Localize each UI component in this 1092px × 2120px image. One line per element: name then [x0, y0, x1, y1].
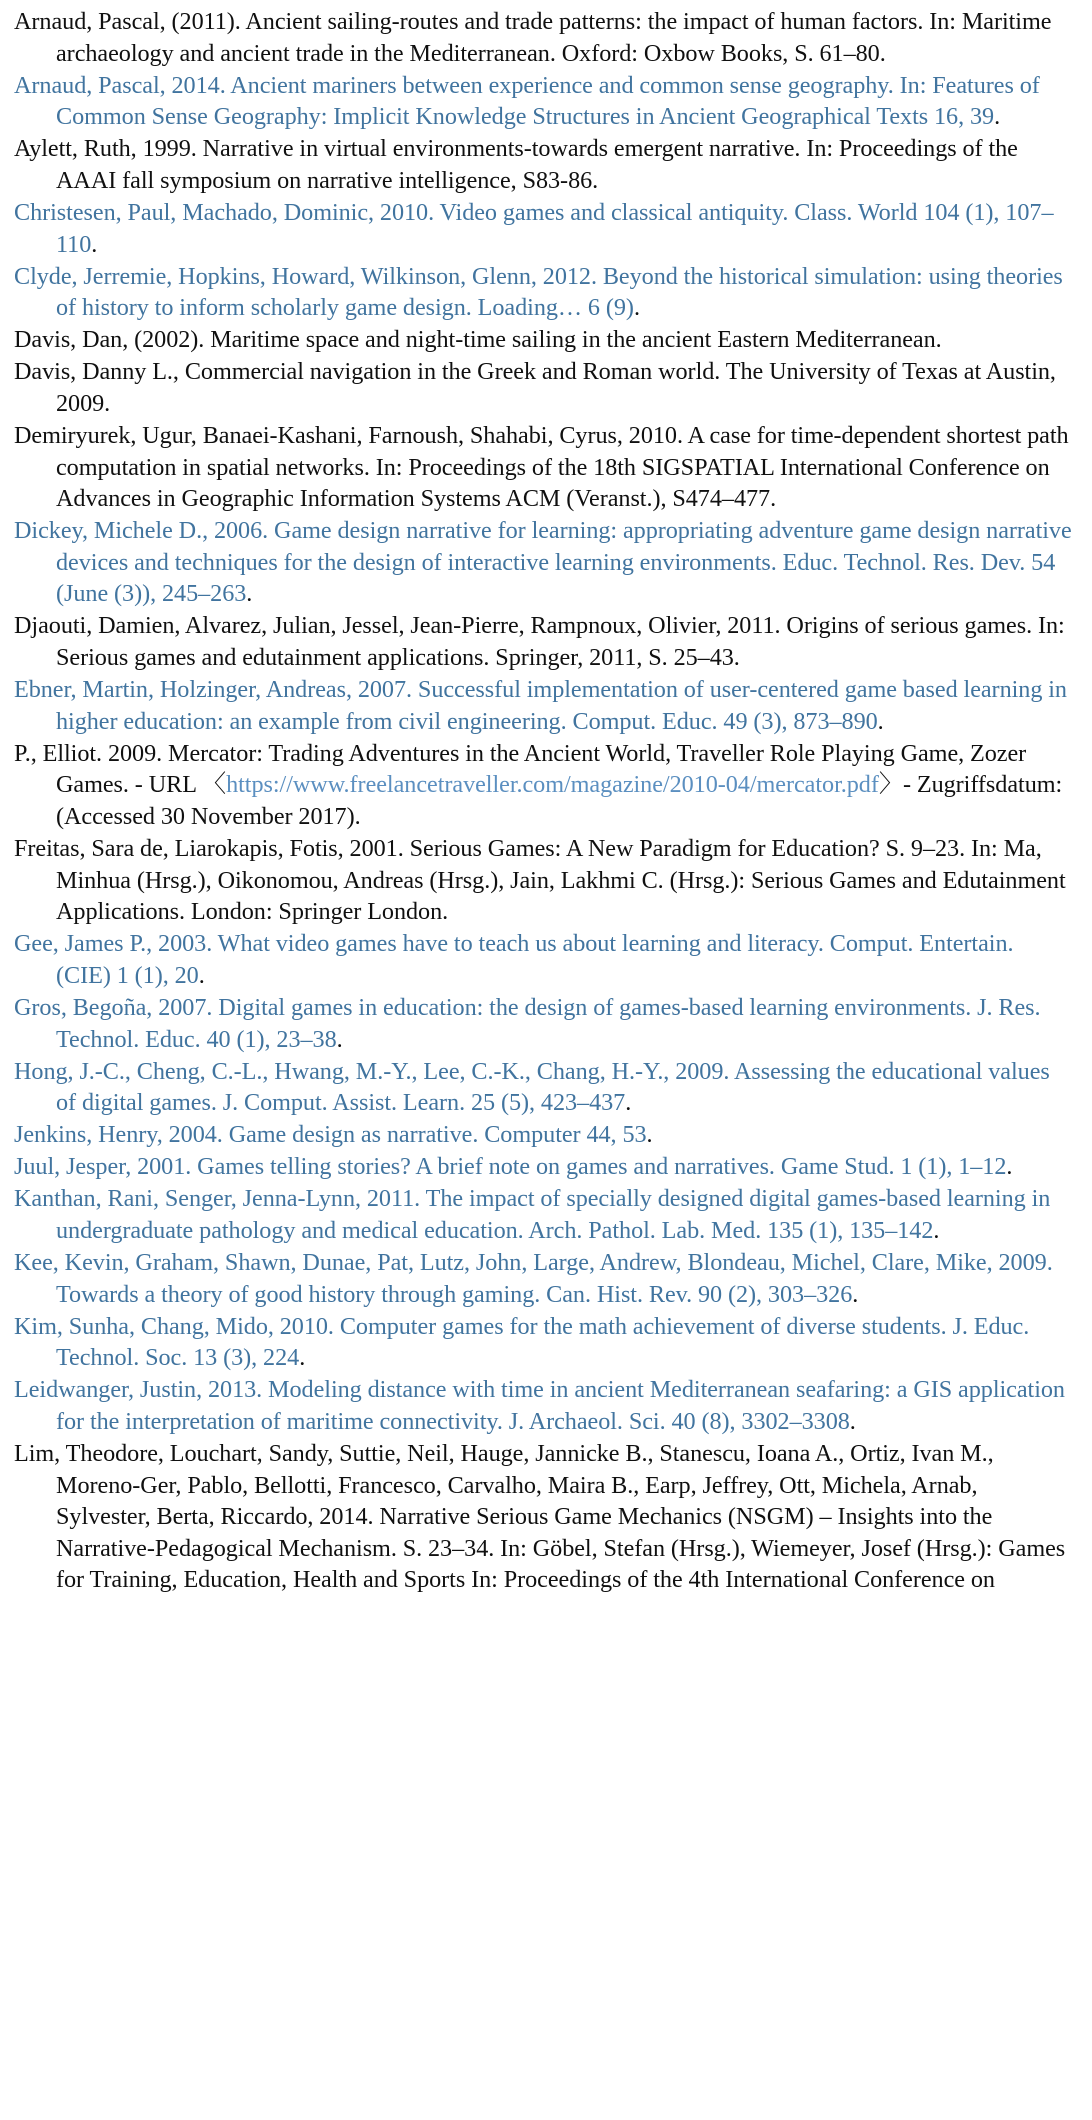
reference-entry[interactable] — [14, 1056, 1072, 1119]
reference-entry[interactable] — [14, 928, 1072, 991]
reference-text: Leidwanger, Justin, 2013. Modeling distance with time in ancient Mediterranean seafaring: a GIS application for the interpretation of maritime connectivity. J. Archaeol. Sci. 40 (8), 3302–3308 — [14, 1376, 1065, 1435]
reference-text: Hong, J.-C., Cheng, C.-L., Hwang, M.-Y., Lee, C.-K., Chang, H.-Y., 2009. Assessing the educational values of digital games. J. Comput. Assist. Learn. 25 (5), 423–437 — [14, 1057, 1050, 1117]
reference-entry[interactable] — [14, 261, 1072, 324]
reference-entry — [14, 833, 1072, 928]
reference-terminal-period: . — [336, 1025, 343, 1053]
reference-entry — [14, 610, 1072, 673]
reference-entry — [14, 6, 1072, 69]
reference-entry[interactable] — [14, 992, 1072, 1055]
reference-terminal-period: . — [91, 230, 98, 258]
reference-entry — [14, 356, 1072, 419]
reference-text: Aylett, Ruth, 1999. Narrative in virtual environments-towards emergent narrative. In: Proceedings of the AAAI fall symposium on narrative intelligence, S83-86. — [14, 135, 1018, 194]
reference-text: P., Elliot. 2009. Mercator: Trading Adventures in the Ancient World, Traveller Role Playing Game, Zozer Games. - URL 〈 — [14, 739, 1027, 799]
reference-terminal-period: . — [299, 1344, 306, 1372]
reference-entry — [14, 133, 1072, 196]
reference-terminal-period: . — [625, 1089, 632, 1117]
reference-text: Davis, Danny L., Commercial navigation in the Greek and Roman world. The University of Texas at Austin, 2009. — [14, 358, 1056, 417]
reference-text: Freitas, Sara de, Liarokapis, Fotis, 2001. Serious Games: A New Paradigm for Education? S. 9–23. In: Ma, Minhua (Hrsg.), Oikonomou, Andreas (Hrsg.), Jain, Lakhmi C. (Hrsg.): Serious Games and Edutainment Applications. London: Springer London. — [14, 835, 1066, 926]
reference-text: Jenkins, Henry, 2004. Game design as narrative. Computer 44, 53 — [14, 1121, 647, 1149]
reference-text: Ebner, Martin, Holzinger, Andreas, 2007. Successful implementation of user-centered game based learning in higher education: an example from civil engineering. Comput. Educ. 49 (3), 873–890 — [14, 676, 1067, 735]
reference-terminal-period: . — [1006, 1153, 1013, 1181]
reference-entry[interactable] — [14, 1119, 1072, 1151]
reference-terminal-period: . — [849, 1407, 856, 1435]
reference-text: Juul, Jesper, 2001. Games telling stories? A brief note on games and narratives. Game Stud. 1 (1), 1–12 — [14, 1153, 1007, 1181]
reference-text: Arnaud, Pascal, (2011). Ancient sailing-routes and trade patterns: the impact of human factors. In: Maritime archaeology and ancient trade in the Mediterranean. Oxford: Oxbow Books, S. 61–80. — [14, 8, 1052, 67]
reference-terminal-period: . — [852, 1280, 859, 1308]
reference-text: Clyde, Jerremie, Hopkins, Howard, Wilkinson, Glenn, 2012. Beyond the historical simulation: using theories of history to inform scholarly game design. Loading… 6 (9) — [14, 262, 1063, 322]
reference-entry[interactable] — [14, 1151, 1072, 1183]
reference-terminal-period: . — [198, 961, 205, 989]
reference-text: Christesen, Paul, Machado, Dominic, 2010. Video games and classical antiquity. Class. World 104 (1), 107–110 — [14, 198, 1054, 258]
reference-text: Davis, Dan, (2002). Maritime space and night-time sailing in the ancient Eastern Mediterranean. — [14, 326, 942, 354]
reference-terminal-period: . — [646, 1121, 653, 1149]
reference-text: Lim, Theodore, Louchart, Sandy, Suttie, Neil, Hauge, Jannicke B., Stanescu, Ioana A., Ortiz, Ivan M., Moreno-Ger, Pablo, Bellotti, Francesco, Carvalho, Maira B., Earp, Jeffrey, Ott, Michela, Arnab, Sylvester, Berta, Riccardo, 2014. Narrative Serious Game Mechanics (NSGM) – Insights into the Narrative-Pedagogical Mechanism. S. 23–34. In: Göbel, Stefan (Hrsg.), Wiemeyer, Josef (Hrsg.): Games for Training, Education, Health and Sports In: Proceedings of the 4th International Conference on — [14, 1440, 1066, 1594]
reference-terminal-period: . — [633, 294, 640, 322]
reference-url-link[interactable]: https://www.freelancetraveller.com/magazine/2010-04/mercator.pdf — [226, 771, 879, 799]
reference-text: 〉- Zugriffsdatum: (Accessed 30 November 2017). — [56, 771, 1063, 830]
reference-text: Dickey, Michele D., 2006. Game design narrative for learning: appropriating adventure game design narrative devices and techniques for the design of interactive learning environments. Educ. Technol. Res. Dev. 54 (June (3)), 245–263 — [14, 517, 1072, 608]
reference-terminal-period: . — [933, 1216, 940, 1244]
reference-entry[interactable] — [14, 70, 1072, 133]
reference-text: Arnaud, Pascal, 2014. Ancient mariners between experience and common sense geography. In: Features of Common Sense Geography: Implicit Knowledge Structures in Ancient Geographical Texts 16, 39 — [14, 71, 1040, 131]
reference-entry[interactable] — [14, 1374, 1072, 1437]
reference-entry — [14, 324, 1072, 356]
reference-entry — [14, 738, 1072, 833]
reference-terminal-period: . — [246, 580, 253, 608]
reference-entry[interactable] — [14, 674, 1072, 737]
reference-entry[interactable] — [14, 1311, 1072, 1374]
reference-text: Gros, Begoña, 2007. Digital games in education: the design of games-based learning environments. J. Res. Technol. Educ. 40 (1), 23–38 — [14, 993, 1041, 1053]
reference-terminal-period: . — [994, 103, 1001, 131]
reference-entry — [14, 420, 1072, 515]
reference-terminal-period: . — [877, 707, 884, 735]
reference-text: Kim, Sunha, Chang, Mido, 2010. Computer games for the math achievement of diverse students. J. Educ. Technol. Soc. 13 (3), 224 — [14, 1312, 1030, 1372]
reference-text: Gee, James P., 2003. What video games have to teach us about learning and literacy. Comput. Entertain. (CIE) 1 (1), 20 — [14, 930, 1014, 989]
reference-entry[interactable] — [14, 1183, 1072, 1246]
reference-entry[interactable] — [14, 197, 1072, 260]
reference-text: Kee, Kevin, Graham, Shawn, Dunae, Pat, Lutz, John, Large, Andrew, Blondeau, Michel, Clare, Mike, 2009. Towards a theory of good history through gaming. Can. Hist. Rev. 90 (2), 303–326 — [14, 1249, 1053, 1308]
reference-entry[interactable] — [14, 1247, 1072, 1310]
reference-entry — [14, 1438, 1072, 1596]
reference-text: Demiryurek, Ugur, Banaei-Kashani, Farnoush, Shahabi, Cyrus, 2010. A case for time-dependent shortest path computation in spatial networks. In: Proceedings of the 18th SIGSPATIAL International Conference on Advances in Geographic Information Systems ACM (Veranst.), S474–477. — [14, 422, 1069, 513]
reference-text: Djaouti, Damien, Alvarez, Julian, Jessel, Jean-Pierre, Rampnoux, Olivier, 2011. Origins of serious games. In: Serious games and edutainment applications. Springer, 2011, S. 25–43. — [14, 612, 1065, 672]
reference-entry[interactable] — [14, 515, 1072, 610]
reference-text: Kanthan, Rani, Senger, Jenna-Lynn, 2011. The impact of specially designed digital games-based learning in undergraduate pathology and medical education. Arch. Pathol. Lab. Med. 135 (1), 135–142 — [14, 1185, 1051, 1244]
